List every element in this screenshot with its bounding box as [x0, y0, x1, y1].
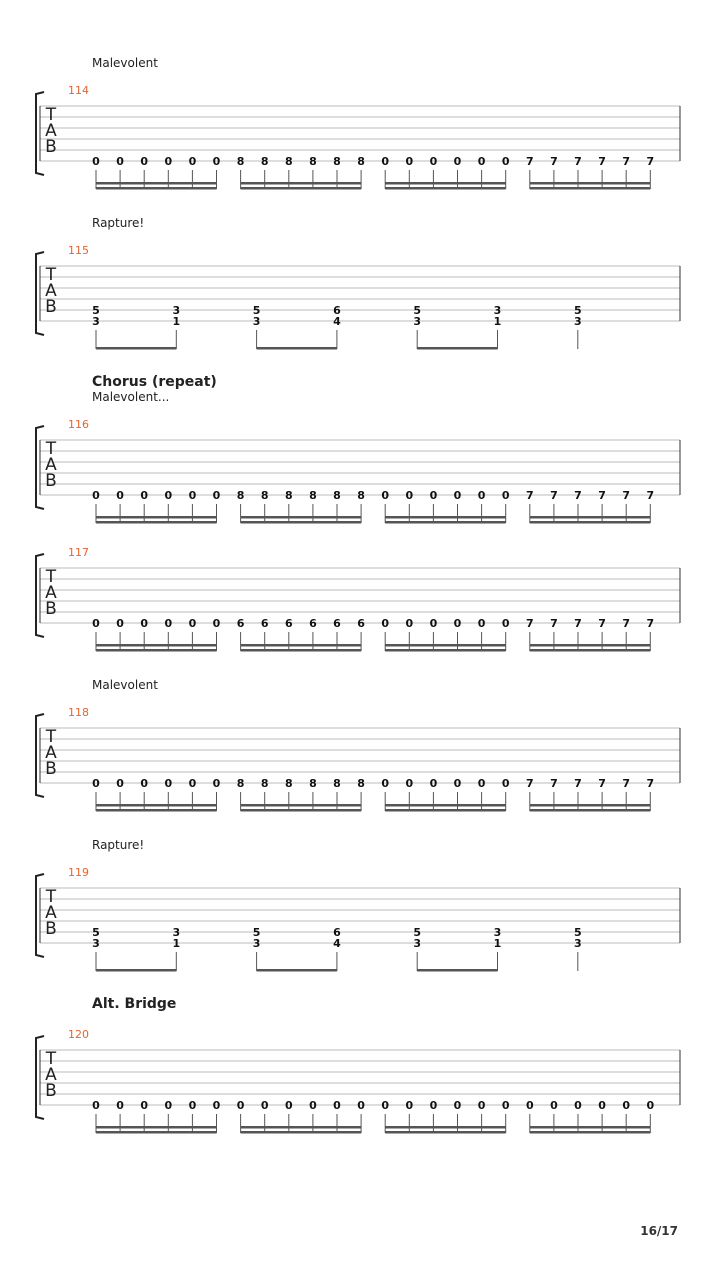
- tab-clef-letter: B: [45, 297, 57, 317]
- fret-number: 0: [622, 1099, 631, 1112]
- fret-number: 0: [453, 617, 462, 630]
- fret-number: 0: [140, 777, 149, 790]
- fret-number: 0: [212, 155, 221, 168]
- fret-number: 0: [92, 155, 100, 168]
- beam: [96, 521, 217, 524]
- fret-number: 6: [333, 617, 341, 630]
- fret-number: 0: [477, 1099, 486, 1112]
- fret-number: 0: [140, 1099, 149, 1112]
- fret-number: 6: [309, 617, 317, 630]
- fret-number: 4: [333, 937, 341, 950]
- beam: [530, 649, 651, 652]
- fret-number: 6: [260, 617, 269, 630]
- fret-number: 7: [525, 777, 534, 790]
- fret-number: 6: [284, 617, 293, 630]
- fret-number: 3: [413, 315, 422, 328]
- fret-number: 8: [236, 489, 245, 502]
- beam: [96, 644, 217, 647]
- tab-clef-letter: T: [45, 439, 57, 459]
- measure-number-114: 114: [68, 84, 89, 97]
- fret-number: 0: [453, 155, 462, 168]
- fret-number: 0: [92, 1099, 100, 1112]
- fret-number: 8: [333, 777, 341, 790]
- fret-number: 7: [574, 155, 582, 168]
- beam: [530, 1126, 651, 1129]
- fret-number: 0: [453, 489, 462, 502]
- fret-number: 0: [405, 1099, 414, 1112]
- fret-number: 1: [493, 937, 502, 950]
- tab-clef-letter: T: [45, 105, 57, 125]
- fret-number: 7: [550, 155, 558, 168]
- beam: [385, 516, 506, 519]
- fret-number: 3: [413, 937, 422, 950]
- beam: [241, 809, 362, 812]
- fret-number: 8: [309, 777, 317, 790]
- fret-number: 6: [333, 926, 341, 939]
- tab-clef-letter: T: [45, 567, 57, 587]
- beam: [257, 969, 337, 972]
- fret-number: 0: [501, 155, 510, 168]
- fret-number: 0: [188, 489, 197, 502]
- fret-number: 0: [164, 1099, 173, 1112]
- fret-number: 0: [284, 1099, 293, 1112]
- measure-number-119: 119: [68, 866, 89, 879]
- fret-number: 8: [260, 155, 269, 168]
- fret-number: 0: [236, 1099, 245, 1112]
- fret-number: 7: [598, 489, 606, 502]
- fret-number: 0: [381, 1099, 390, 1112]
- fret-number: 5: [573, 304, 582, 317]
- lyric-115: Rapture!: [92, 216, 145, 230]
- fret-number: 0: [429, 1099, 438, 1112]
- tab-clef-letter: A: [45, 121, 57, 141]
- beam: [530, 521, 651, 524]
- measure-number-120: 120: [68, 1028, 89, 1041]
- fret-number: 0: [525, 1099, 534, 1112]
- fret-number: 7: [525, 489, 534, 502]
- fret-number: 3: [573, 315, 582, 328]
- fret-number: 0: [116, 777, 124, 790]
- beam: [96, 804, 217, 807]
- fret-number: 0: [116, 155, 124, 168]
- fret-number: 8: [284, 777, 293, 790]
- fret-number: 8: [260, 777, 269, 790]
- beam: [241, 516, 362, 519]
- fret-number: 0: [188, 155, 197, 168]
- fret-number: 7: [598, 617, 606, 630]
- fret-number: 0: [260, 1099, 269, 1112]
- fret-number: 6: [333, 304, 341, 317]
- fret-number: 0: [477, 155, 486, 168]
- beam: [96, 516, 217, 519]
- tab-clef-letter: B: [45, 471, 57, 491]
- tab-system-118: [0, 712, 720, 812]
- fret-number: 8: [333, 155, 341, 168]
- fret-number: 3: [172, 304, 181, 317]
- fret-number: 8: [357, 155, 365, 168]
- fret-number: 0: [140, 489, 149, 502]
- fret-number: 0: [164, 489, 173, 502]
- fret-number: 0: [381, 617, 390, 630]
- fret-number: 0: [429, 155, 438, 168]
- fret-number: 8: [333, 489, 341, 502]
- beam: [257, 347, 337, 350]
- tab-system-120: [0, 1034, 720, 1134]
- beam: [241, 521, 362, 524]
- tab-clef-letter: B: [45, 599, 57, 619]
- beam: [385, 1131, 506, 1134]
- tab-clef-letter: A: [45, 743, 57, 763]
- section-title-chorus: Chorus (repeat): [92, 374, 217, 390]
- beam: [241, 1131, 362, 1134]
- fret-number: 0: [405, 777, 414, 790]
- fret-number: 8: [284, 155, 293, 168]
- fret-number: 0: [164, 617, 173, 630]
- fret-number: 5: [252, 926, 261, 939]
- tab-clef-letter: T: [45, 265, 57, 285]
- fret-number: 5: [92, 304, 100, 317]
- fret-number: 5: [573, 926, 582, 939]
- fret-number: 0: [164, 155, 173, 168]
- fret-number: 7: [550, 777, 558, 790]
- beam: [385, 521, 506, 524]
- beam: [241, 1126, 362, 1129]
- fret-number: 7: [646, 617, 655, 630]
- fret-number: 7: [598, 155, 606, 168]
- fret-number: 0: [574, 1099, 582, 1112]
- fret-number: 7: [646, 489, 655, 502]
- beam: [96, 649, 217, 652]
- beam: [385, 1126, 506, 1129]
- fret-number: 8: [236, 777, 245, 790]
- fret-number: 0: [212, 489, 221, 502]
- fret-number: 0: [164, 777, 173, 790]
- fret-number: 0: [381, 489, 390, 502]
- beam: [96, 1126, 217, 1129]
- tab-system-114: [0, 90, 720, 190]
- fret-number: 0: [92, 617, 100, 630]
- beam: [530, 182, 651, 185]
- beam: [417, 969, 497, 972]
- fret-number: 0: [116, 489, 124, 502]
- measure-number-116: 116: [68, 418, 89, 431]
- fret-number: 8: [357, 489, 365, 502]
- fret-number: 7: [622, 617, 631, 630]
- fret-number: 6: [236, 617, 245, 630]
- lyric-118: Malevolent: [92, 678, 158, 692]
- fret-number: 0: [405, 155, 414, 168]
- tab-clef-letter: A: [45, 281, 57, 301]
- lyric-114: Malevolent: [92, 56, 158, 70]
- lyric-116: Malevolent...: [92, 390, 170, 404]
- tab-system-117: [0, 552, 720, 652]
- fret-number: 0: [116, 1099, 124, 1112]
- fret-number: 1: [172, 937, 181, 950]
- fret-number: 7: [622, 155, 631, 168]
- tab-clef-letter: B: [45, 137, 57, 157]
- tab-clef-letter: T: [45, 1049, 57, 1069]
- measure-number-115: 115: [68, 244, 89, 257]
- fret-number: 7: [622, 777, 631, 790]
- fret-number: 0: [501, 617, 510, 630]
- tab-system-115: [0, 250, 720, 350]
- fret-number: 0: [188, 617, 197, 630]
- fret-number: 0: [453, 1099, 462, 1112]
- section-title-alt-bridge: Alt. Bridge: [92, 996, 177, 1012]
- fret-number: 4: [333, 315, 341, 328]
- beam: [96, 809, 217, 812]
- beam: [385, 644, 506, 647]
- fret-number: 8: [236, 155, 245, 168]
- page-number: 16/17: [640, 1224, 678, 1238]
- fret-number: 0: [140, 155, 149, 168]
- fret-number: 0: [501, 1099, 510, 1112]
- beam: [385, 804, 506, 807]
- beam: [530, 187, 651, 190]
- fret-number: 7: [550, 489, 558, 502]
- fret-number: 1: [493, 315, 502, 328]
- fret-number: 0: [501, 489, 510, 502]
- tab-clef-letter: T: [45, 887, 57, 907]
- fret-number: 0: [188, 1099, 197, 1112]
- fret-number: 0: [453, 777, 462, 790]
- fret-number: 0: [92, 489, 100, 502]
- fret-number: 0: [333, 1099, 341, 1112]
- fret-number: 3: [92, 315, 100, 328]
- tab-clef-letter: A: [45, 903, 57, 923]
- fret-number: 0: [212, 1099, 221, 1112]
- fret-number: 7: [574, 777, 582, 790]
- tab-clef-letter: B: [45, 919, 57, 939]
- beam: [241, 187, 362, 190]
- fret-number: 0: [477, 777, 486, 790]
- lyric-119: Rapture!: [92, 838, 145, 852]
- fret-number: 0: [501, 777, 510, 790]
- beam: [96, 969, 176, 972]
- fret-number: 7: [598, 777, 606, 790]
- fret-number: 7: [646, 777, 655, 790]
- fret-number: 8: [309, 155, 317, 168]
- fret-number: 5: [92, 926, 100, 939]
- fret-number: 3: [573, 937, 582, 950]
- fret-number: 3: [493, 304, 502, 317]
- fret-number: 0: [405, 489, 414, 502]
- fret-number: 8: [309, 489, 317, 502]
- fret-number: 8: [260, 489, 269, 502]
- fret-number: 0: [381, 155, 390, 168]
- fret-number: 0: [429, 617, 438, 630]
- measure-number-117: 117: [68, 546, 89, 559]
- fret-number: 0: [116, 617, 124, 630]
- beam: [241, 804, 362, 807]
- beam: [530, 809, 651, 812]
- fret-number: 0: [598, 1099, 606, 1112]
- beam: [385, 182, 506, 185]
- fret-number: 3: [92, 937, 100, 950]
- fret-number: 7: [525, 155, 534, 168]
- beam: [96, 347, 176, 350]
- fret-number: 7: [550, 617, 558, 630]
- tab-system-119: [0, 872, 720, 972]
- fret-number: 0: [477, 617, 486, 630]
- beam: [241, 644, 362, 647]
- fret-number: 0: [646, 1099, 655, 1112]
- fret-number: 0: [381, 777, 390, 790]
- fret-number: 0: [188, 777, 197, 790]
- fret-number: 7: [574, 489, 582, 502]
- beam: [96, 182, 217, 185]
- fret-number: 0: [429, 777, 438, 790]
- beam: [241, 649, 362, 652]
- fret-number: 3: [252, 937, 261, 950]
- measure-number-118: 118: [68, 706, 89, 719]
- beam: [417, 347, 497, 350]
- beam: [241, 182, 362, 185]
- fret-number: 0: [92, 777, 100, 790]
- fret-number: 5: [413, 926, 422, 939]
- fret-number: 0: [309, 1099, 317, 1112]
- beam: [385, 649, 506, 652]
- fret-number: 0: [550, 1099, 558, 1112]
- beam: [96, 1131, 217, 1134]
- tab-clef-letter: B: [45, 759, 57, 779]
- beam: [530, 644, 651, 647]
- tab-clef-letter: A: [45, 455, 57, 475]
- fret-number: 3: [172, 926, 181, 939]
- fret-number: 3: [493, 926, 502, 939]
- fret-number: 7: [646, 155, 655, 168]
- fret-number: 6: [357, 617, 365, 630]
- fret-number: 0: [477, 489, 486, 502]
- tab-clef-letter: A: [45, 1065, 57, 1085]
- fret-number: 1: [172, 315, 181, 328]
- fret-number: 7: [525, 617, 534, 630]
- fret-number: 0: [140, 617, 149, 630]
- beam: [385, 809, 506, 812]
- fret-number: 0: [405, 617, 414, 630]
- fret-number: 7: [622, 489, 631, 502]
- beam: [530, 804, 651, 807]
- beam: [96, 187, 217, 190]
- fret-number: 0: [429, 489, 438, 502]
- tab-clef-letter: A: [45, 583, 57, 603]
- beam: [530, 516, 651, 519]
- tab-system-116: [0, 424, 720, 524]
- tab-clef-letter: T: [45, 727, 57, 747]
- tab-clef-letter: B: [45, 1081, 57, 1101]
- fret-number: 0: [357, 1099, 365, 1112]
- fret-number: 7: [574, 617, 582, 630]
- fret-number: 8: [357, 777, 365, 790]
- fret-number: 5: [252, 304, 261, 317]
- beam: [530, 1131, 651, 1134]
- fret-number: 0: [212, 617, 221, 630]
- fret-number: 3: [252, 315, 261, 328]
- fret-number: 8: [284, 489, 293, 502]
- fret-number: 0: [212, 777, 221, 790]
- beam: [385, 187, 506, 190]
- fret-number: 5: [413, 304, 422, 317]
